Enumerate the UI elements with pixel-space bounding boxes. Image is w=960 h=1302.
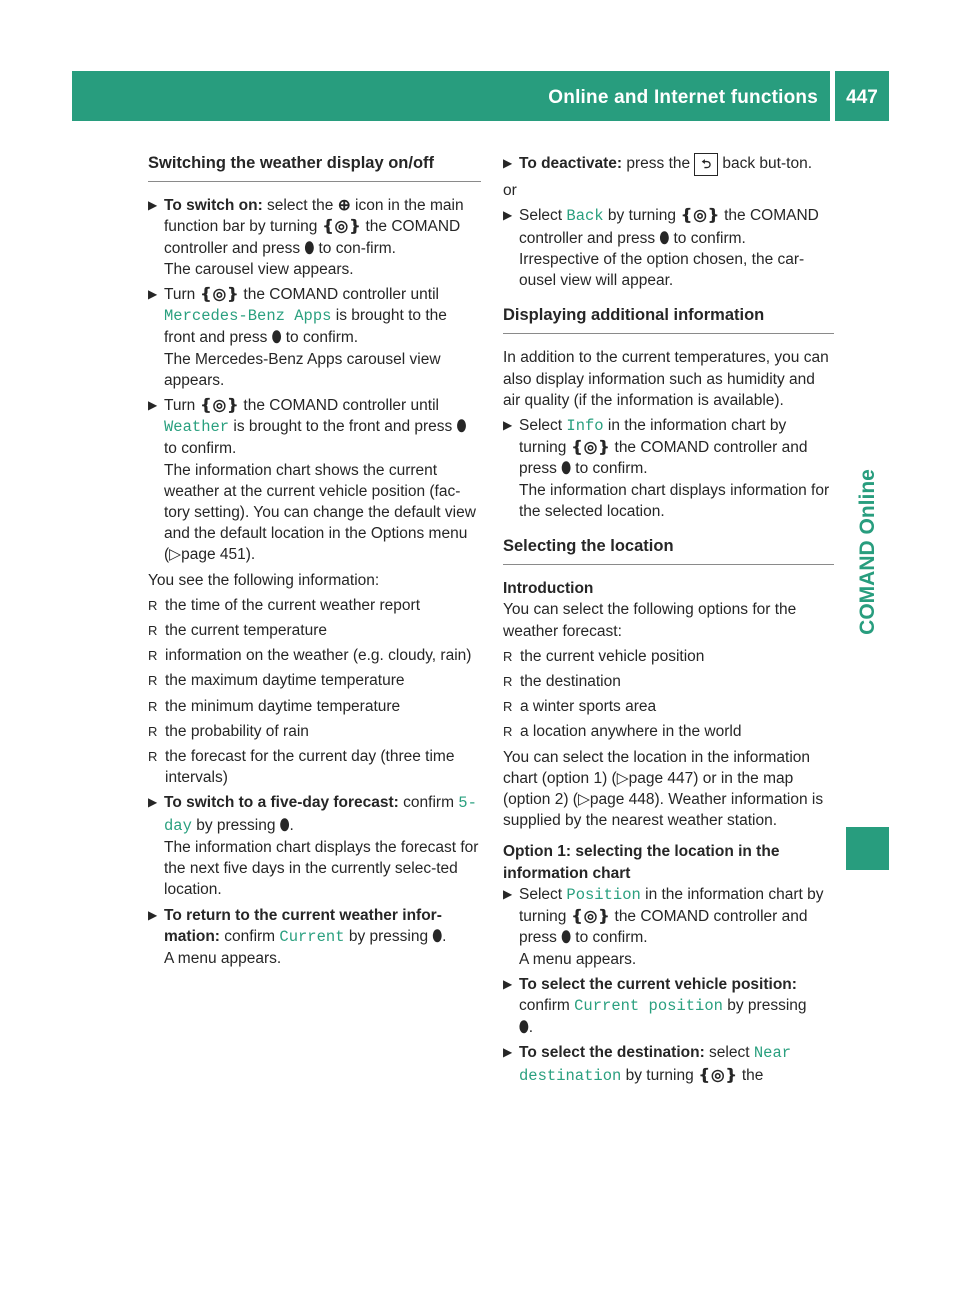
arrow-icon: ▶ [148,398,158,413]
text: select the [262,197,338,215]
step-select-position [503,884,834,970]
turn-controller-icon: ❴◎❵ [199,286,240,304]
list-text: the destination [520,673,621,691]
menu-item-back: Back [566,207,604,226]
text: page 447) or in the map (option 2) ( [503,769,794,809]
turn-controller-icon: ❴◎❵ [321,218,362,236]
menu-item-position: Position [566,885,641,904]
turn-controller-icon: ❴◎❵ [570,908,611,926]
text: by turning [603,207,681,225]
press-controller-icon: ⬮ [456,418,467,436]
intro-paragraph: You can select the following options for the weather forecast: [503,601,797,640]
list-text: a winter sports area [520,698,657,716]
text: by turning [621,1066,699,1084]
bullet-icon: R [148,623,158,639]
list-item [148,746,481,788]
page-number-box [835,71,889,121]
location-paragraph [503,747,834,832]
back-button-icon: ⮌ [694,153,718,176]
result-text: Irrespective of the option chosen, the car-ousel view will appear. [519,250,805,290]
list-item [148,645,481,666]
list-item [503,671,834,692]
step-label: To return to the current weather infor-mation: [164,906,442,945]
text: by pressing [722,996,807,1014]
text: to confirm. [164,440,237,458]
menu-item-current: Current [279,927,345,946]
arrow-icon: ▶ [148,907,158,922]
page-number: 447 [846,87,878,108]
press-controller-icon: ⬮ [519,1019,529,1037]
list-item [148,721,481,742]
bullet-icon: R [503,648,513,664]
arrow-icon: ▶ [503,156,513,170]
bullet-icon: R [148,648,158,664]
list-item [148,620,481,641]
menu-item-near-destination: Near destination [519,1044,792,1085]
arrow-icon: ▶ [503,208,513,223]
bullet-icon: R [148,673,158,689]
text: confirm [219,927,280,945]
result-text: A menu appears. [164,949,282,967]
text: the COMAND controller and press [519,207,819,247]
text: select [704,1044,754,1062]
text: is brought to the front and press [229,418,457,436]
text: the COMAND controller and press [519,439,808,478]
text: to confirm. [669,229,746,247]
result-text: The information chart shows the current weather at the current vehicle position (fac-tory setting). You can change the default view and the default location in the Options menu ( [164,461,476,564]
text: the [737,1066,764,1084]
arrow-icon: ▶ [148,198,158,213]
additional-info-paragraph: In addition to the current temperatures, you can also display information such as humidity and air quality (if the information is available). [503,349,829,409]
bullet-icon: R [148,698,158,714]
result-text: The Mercedes-Benz Apps carousel view appears. [164,350,441,389]
bullet-icon: R [148,749,158,765]
text: confirm [519,996,575,1014]
text: in the information chart by turning [519,885,824,926]
header-title: Online and Internet functions [548,87,818,108]
text: page 448). Weather information is supplied by the nearest weather station. [503,791,824,830]
press-controller-icon: ⬮ [659,229,670,247]
result-text: The carousel view appears. [164,260,354,278]
side-tab-label: COMAND Online [855,469,879,635]
list-text: the maximum daytime temperature [165,672,405,690]
text: to confirm. [281,329,359,347]
step-label: To switch on: [164,197,263,215]
text: back but-ton. [718,155,812,172]
bullet-icon: R [503,674,513,690]
list-text: the minimum daytime temperature [165,697,401,715]
result-text: A menu appears. [519,950,637,968]
list-item [148,696,481,717]
globe-icon: ⊕ [337,197,351,215]
text: to confirm. [570,460,648,478]
menu-item-weather: Weather [164,418,230,437]
list-item [148,595,481,616]
step-turn-apps [148,284,481,391]
text: Select [519,885,567,903]
press-controller-icon: ⬮ [304,239,315,257]
step-select-back [503,205,834,291]
page-ref: page 451). [181,546,256,564]
side-tab [846,122,889,822]
arrow-icon: ▶ [503,886,513,901]
section-heading-select-location: Selecting the location [503,536,834,565]
left-column [148,153,481,973]
result-text: The information chart displays the forecast for the next five days in the currently selec-ted location. [164,838,479,899]
arrow-icon: ▶ [503,418,513,433]
menu-item-5-day: 5-day [164,794,477,835]
step-label: To select the destination: [519,1044,705,1062]
arrow-icon: ▶ [148,287,158,302]
turn-controller-icon: ❴◎❵ [680,207,720,225]
list-text: the current temperature [165,622,327,640]
menu-item-info: Info [566,417,604,436]
list-item [503,646,834,667]
text: . [289,816,294,834]
step-deactivate [503,153,834,176]
menu-item-mercedes-benz-apps: Mercedes-Benz Apps [164,307,332,326]
text: Turn [164,286,200,304]
or-text: or [503,182,517,200]
text: is brought to the front and press [164,307,447,347]
step-five-day [148,792,481,900]
list-text: the current vehicle position [520,647,705,665]
text: to confirm. [570,929,648,947]
step-label: To switch to a five-day forecast: [164,794,399,812]
header-bar [72,71,830,121]
text: Select [519,207,567,225]
text: press the [622,155,695,172]
section-heading-weather-display: Switching the weather display on/off [148,153,481,182]
text: by pressing [344,927,433,945]
subheading-option-1: Option 1: selecting the location in the information chart [503,843,780,882]
section-heading-additional-info: Displaying additional information [503,305,834,334]
list-item [503,721,834,742]
step-select-info [503,415,834,522]
arrow-icon: ▶ [503,976,513,991]
text: . [442,927,447,945]
step-turn-weather [148,395,481,566]
text: You can select the location in the information chart (option 1) ( [503,748,811,787]
text: Turn [164,397,200,415]
step-label: To deactivate: [519,155,623,172]
step-return-current [148,905,481,970]
text: by pressing [191,816,280,834]
text: the COMAND controller and press [164,218,461,257]
list-text: the probability of rain [165,722,309,740]
text: confirm [398,794,459,812]
step-select-vehicle-position [503,974,834,1039]
list-item [148,670,481,691]
text: the COMAND controller and press [519,908,808,947]
right-column [503,153,834,1091]
text: . [528,1019,534,1037]
text: Select [519,417,567,435]
press-controller-icon: ⬮ [561,460,571,478]
list-item [503,696,834,717]
step-select-destination [503,1042,834,1086]
page-ref-icon: ▷ [577,791,590,809]
text: the COMAND controller until [239,397,439,415]
text: in the information chart by turning [519,417,787,457]
page-ref-icon: ▷ [616,769,629,787]
text: the COMAND controller until [239,286,439,304]
bullet-icon: R [148,597,158,613]
list-text: information on the weather (e.g. cloudy, rain) [165,647,472,665]
step-switch-on [148,195,481,280]
bullet-icon: R [148,723,158,739]
text: to con-firm. [314,239,396,257]
list-text: the time of the current weather report [165,596,421,614]
press-controller-icon: ⬮ [561,929,571,947]
text: icon in the main function bar by turning [164,197,464,236]
press-controller-icon: ⬮ [279,816,290,834]
list-text: a location anywhere in the world [520,723,742,741]
step-label: To select the current vehicle position: [519,975,797,993]
turn-controller-icon: ❴◎❵ [199,397,240,415]
bullet-icon: R [503,724,513,740]
press-controller-icon: ⬮ [271,329,282,347]
turn-controller-icon: ❴◎❵ [698,1066,738,1084]
side-tab-block [846,827,889,870]
result-text: The information chart displays information for the selected location. [519,481,830,520]
turn-controller-icon: ❴◎❵ [570,439,611,457]
page-ref-icon: ▷ [169,546,182,564]
bullet-icon: R [503,699,513,715]
arrow-icon: ▶ [148,795,158,810]
list-text: the forecast for the current day (three time intervals) [165,748,455,787]
press-controller-icon: ⬮ [432,927,443,945]
subheading-introduction: Introduction [503,580,594,598]
arrow-icon: ▶ [503,1045,513,1060]
info-intro: You see the following information: [148,571,380,589]
menu-item-current-position: Current position [574,996,723,1015]
